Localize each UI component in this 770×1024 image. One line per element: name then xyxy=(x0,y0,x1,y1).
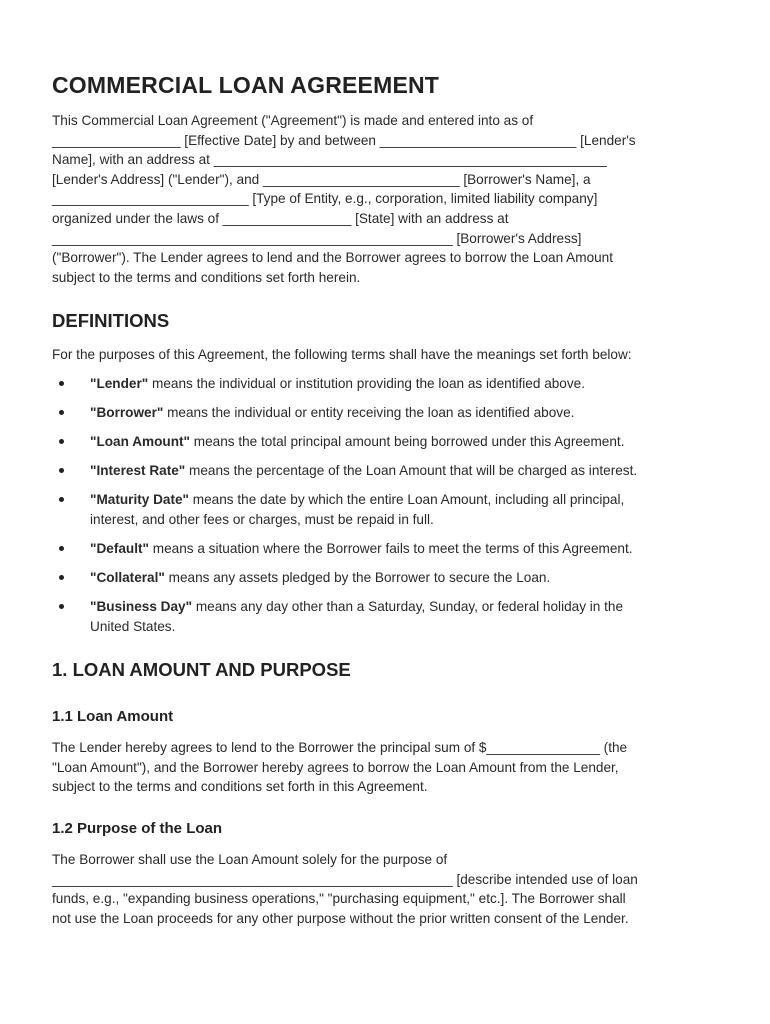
definition-item xyxy=(90,568,720,588)
intro-line: _________________ [Effective Date] by and between __________________________ [Lender's xyxy=(52,132,636,148)
definition-term: "Collateral" xyxy=(90,570,165,585)
definition-text: means the individual or entity receiving the loan as identified above. xyxy=(163,405,575,420)
intro-line: subject to the terms and conditions set forth herein. xyxy=(52,269,361,285)
definitions-heading: DEFINITIONS xyxy=(52,310,170,331)
definition-text: means the individual or institution providing the loan as identified above. xyxy=(148,376,586,391)
definition-term: "Borrower" xyxy=(90,405,164,420)
paragraph-line: The Lender hereby agrees to lend to the Borrower the principal sum of $_______________ (the xyxy=(52,740,628,755)
bullet-icon xyxy=(59,604,64,609)
intro-line: ("Borrower"). The Lender agrees to lend and the Borrower agrees to borrow the Loan Amount xyxy=(52,250,614,266)
subsection-1-2-paragraph xyxy=(52,850,722,928)
paragraph-line: funds, e.g., "expanding business operations," "purchasing equipment," etc.]. The Borrower shall xyxy=(52,891,626,907)
definitions-intro xyxy=(52,345,722,365)
bullet-icon xyxy=(59,575,64,580)
paragraph-line: subject to the terms and conditions set forth in this Agreement. xyxy=(52,779,428,795)
subsection-1-2-heading: 1.2 Purpose of the Loan xyxy=(52,820,223,837)
definition-term: "Lender" xyxy=(90,376,149,391)
definition-text: means the date by which the entire Loan Amount, including all principal, xyxy=(189,492,625,507)
intro-line: [Lender's Address] ("Lender"), and __________________________ [Borrower's Name], a xyxy=(52,171,591,187)
bullet-icon xyxy=(59,410,64,415)
definition-text: means the percentage of the Loan Amount that will be charged as interest. xyxy=(185,463,638,478)
definition-text: means a situation where the Borrower fails to meet the terms of this Agreement. xyxy=(148,541,633,556)
paragraph-line: not use the Loan proceeds for any other purpose without the prior written consent of the Lender. xyxy=(52,910,629,926)
document-title: COMMERCIAL LOAN AGREEMENT xyxy=(52,72,440,98)
definition-item xyxy=(90,597,720,636)
intro-line: organized under the laws of _________________ [State] with an address at xyxy=(52,210,509,226)
definition-item xyxy=(90,374,720,394)
subsection-1-1-paragraph xyxy=(52,738,722,797)
bullet-icon xyxy=(59,381,64,386)
definition-term: "Default" xyxy=(90,541,149,556)
definition-item xyxy=(90,403,720,423)
intro-line: _____________________________________________________ [Borrower's Address] xyxy=(52,230,582,246)
bullet-icon xyxy=(59,468,64,473)
section-1-heading: 1. LOAN AMOUNT AND PURPOSE xyxy=(52,659,351,680)
definition-text: United States. xyxy=(90,618,176,634)
definition-text: means any day other than a Saturday, Sunday, or federal holiday in the xyxy=(192,599,624,614)
definition-text: means the total principal amount being borrowed under this Agreement. xyxy=(189,434,625,449)
definition-term: "Maturity Date" xyxy=(90,492,189,507)
bullet-icon xyxy=(59,439,64,444)
intro-paragraph xyxy=(52,111,722,287)
definitions-intro-text: For the purposes of this Agreement, the following terms shall have the meanings set forth below: xyxy=(52,347,632,362)
definition-text: means any assets pledged by the Borrower to secure the Loan. xyxy=(164,570,551,585)
definition-item xyxy=(90,490,720,529)
subsection-1-1-heading: 1.1 Loan Amount xyxy=(52,708,174,725)
definition-item xyxy=(90,461,720,481)
intro-line: __________________________ [Type of Entity, e.g., corporation, limited liability company] xyxy=(52,191,598,207)
intro-line: Name], with an address at ____________________________________________________ xyxy=(52,152,607,168)
definition-term: "Loan Amount" xyxy=(90,434,190,449)
intro-line: This Commercial Loan Agreement ("Agreement") is made and entered into as of xyxy=(52,113,534,128)
bullet-icon xyxy=(59,497,64,502)
definition-term: "Interest Rate" xyxy=(90,463,186,478)
definition-text: interest, and other fees or charges, must be repaid in full. xyxy=(90,511,434,527)
paragraph-line: The Borrower shall use the Loan Amount solely for the purpose of xyxy=(52,852,448,867)
definition-item xyxy=(90,432,720,452)
definition-term: "Business Day" xyxy=(90,599,193,614)
definition-item xyxy=(90,539,720,559)
paragraph-line: _____________________________________________________ [describe intended use of loan xyxy=(52,871,638,887)
bullet-icon xyxy=(59,546,64,551)
paragraph-line: "Loan Amount"), and the Borrower hereby agrees to borrow the Loan Amount from the Lender, xyxy=(52,759,619,775)
